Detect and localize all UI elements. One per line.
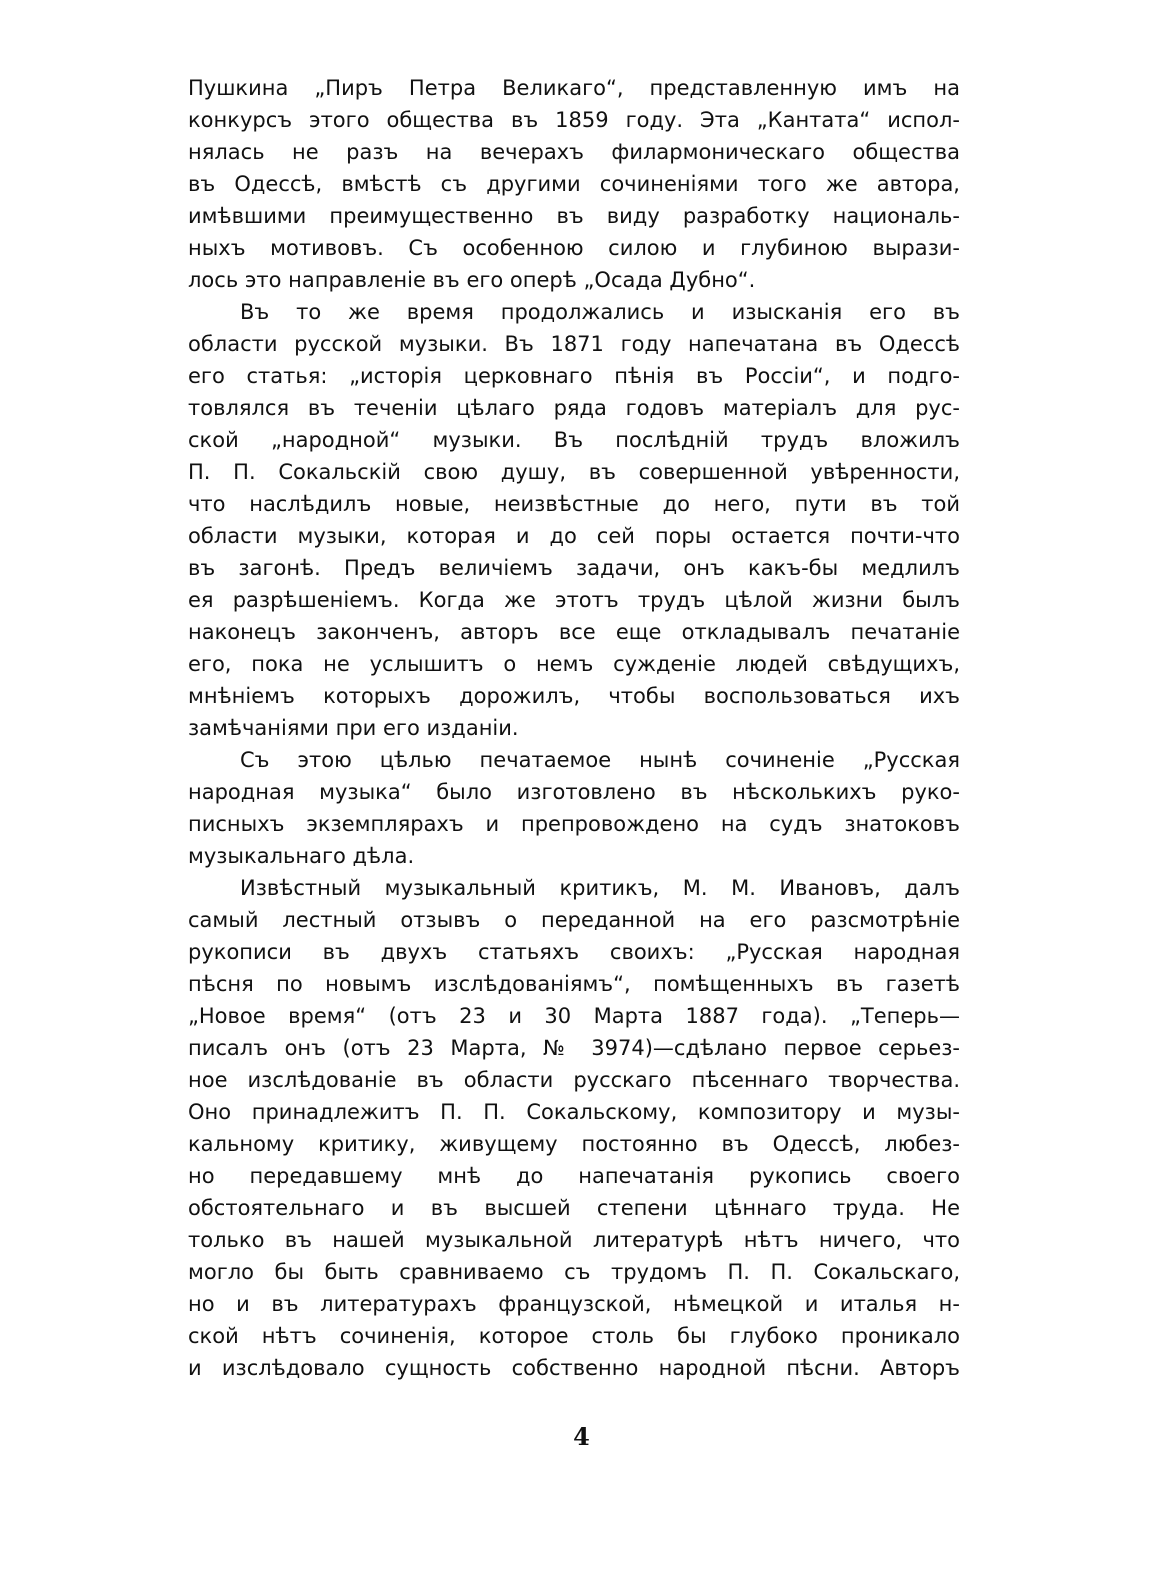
text-line: ныхъ мотивовъ. Съ особенною силою и глубиною вырази-: [188, 236, 960, 260]
paragraph-first-line: Съ этою цѣлью печатаемое нынѣ сочиненіе „Русская: [240, 748, 960, 772]
text-line: рукописи въ двухъ статьяхъ своихъ: „Русская народная: [188, 940, 960, 964]
text-line: „Новое время“ (отъ 23 и 30 Марта 1887 года). „Теперь—: [188, 1004, 960, 1028]
text-line: имѣвшими преимущественно въ виду разработку националь-: [188, 204, 960, 228]
text-line: мнѣніемъ которыхъ дорожилъ, чтобы воспользоваться ихъ: [188, 684, 960, 708]
text-line: въ загонѣ. Предъ величіемъ задачи, онъ какъ-бы медлилъ: [188, 556, 960, 580]
text-line: товлялся въ теченіи цѣлаго ряда годовъ матеріалъ для рус-: [188, 396, 960, 420]
text-line: и изслѣдовало сущность собственно народной пѣсни. Авторъ: [188, 1356, 960, 1380]
text-line: П. П. Сокальскій свою душу, въ совершенной увѣренности,: [188, 460, 960, 484]
text-line: только въ нашей музыкальной литературѣ нѣтъ ничего, что: [188, 1228, 960, 1252]
text-line: его, пока не услышитъ о немъ сужденіе людей свѣдущихъ,: [188, 652, 960, 676]
text-line: но передавшему мнѣ до напечатанія рукопись своего: [188, 1164, 960, 1188]
body-text: [188, 72, 960, 1384]
text-line: самый лестный отзывъ о переданной на его разсмотрѣніе: [188, 908, 960, 932]
text-line: музыкальнаго дѣла.: [188, 844, 415, 868]
text-line: Оно принадлежитъ П. П. Сокальскому, композитору и музы-: [188, 1100, 960, 1124]
text-line: лось это направленіе въ его оперѣ „Осада Дубно“.: [188, 268, 756, 292]
text-line: кальному критику, живущему постоянно въ Одессѣ, любез-: [188, 1132, 960, 1156]
text-line: народная музыка“ было изготовлено въ нѣсколькихъ руко-: [188, 780, 960, 804]
text-line: что наслѣдилъ новые, неизвѣстные до него, пути въ той: [188, 492, 960, 516]
text-line: наконецъ законченъ, авторъ все еще откладывалъ печатаніе: [188, 620, 960, 644]
text-line: ской „народной“ музыки. Въ послѣдній трудъ вложилъ: [188, 428, 960, 452]
text-line: области русской музыки. Въ 1871 году напечатана въ Одессѣ: [188, 332, 960, 356]
text-line: области музыки, которая и до сей поры остается почти-что: [188, 524, 960, 548]
text-line: ской нѣтъ сочиненія, которое столь бы глубоко проникало: [188, 1324, 960, 1348]
text-line: его статья: „исторія церковнаго пѣнія въ Россіи“, и подго-: [188, 364, 960, 388]
text-line: пѣсня по новымъ изслѣдованіямъ“, помѣщенныхъ въ газетѣ: [188, 972, 960, 996]
text-line: писныхъ экземплярахъ и препровождено на судъ знатоковъ: [188, 812, 960, 836]
text-line: писалъ онъ (отъ 23 Марта, № 3974)—сдѣлано первое серьез-: [188, 1036, 960, 1060]
text-line: въ Одессѣ, вмѣстѣ съ другими сочиненіями того же автора,: [188, 172, 960, 196]
text-line: могло бы быть сравниваемо съ трудомъ П. П. Сокальскаго,: [188, 1260, 960, 1284]
text-line: обстоятельнаго и въ высшей степени цѣннаго труда. Не: [188, 1196, 960, 1220]
text-line: нялась не разъ на вечерахъ филармоническаго общества: [188, 140, 960, 164]
text-line: конкурсъ этого общества въ 1859 году. Эта „Кантата“ испол-: [188, 108, 960, 132]
paragraph-first-line: Въ то же время продолжались и изысканія его въ: [240, 300, 960, 324]
text-line: Пушкина „Пиръ Петра Великаго“, представленную имъ на: [188, 76, 960, 100]
text-line: ея разрѣшеніемъ. Когда же этотъ трудъ цѣлой жизни былъ: [188, 588, 960, 612]
text-line: ное изслѣдованіе въ области русскаго пѣсеннаго творчества.: [188, 1068, 960, 1092]
text-line: но и въ литературахъ французской, нѣмецкой и италья н-: [188, 1292, 960, 1316]
text-line: замѣчаніями при его изданіи.: [188, 716, 519, 740]
paragraph-first-line: Извѣстный музыкальный критикъ, М. М. Ивановъ, далъ: [240, 876, 960, 900]
page-number: 4: [573, 1422, 590, 1451]
